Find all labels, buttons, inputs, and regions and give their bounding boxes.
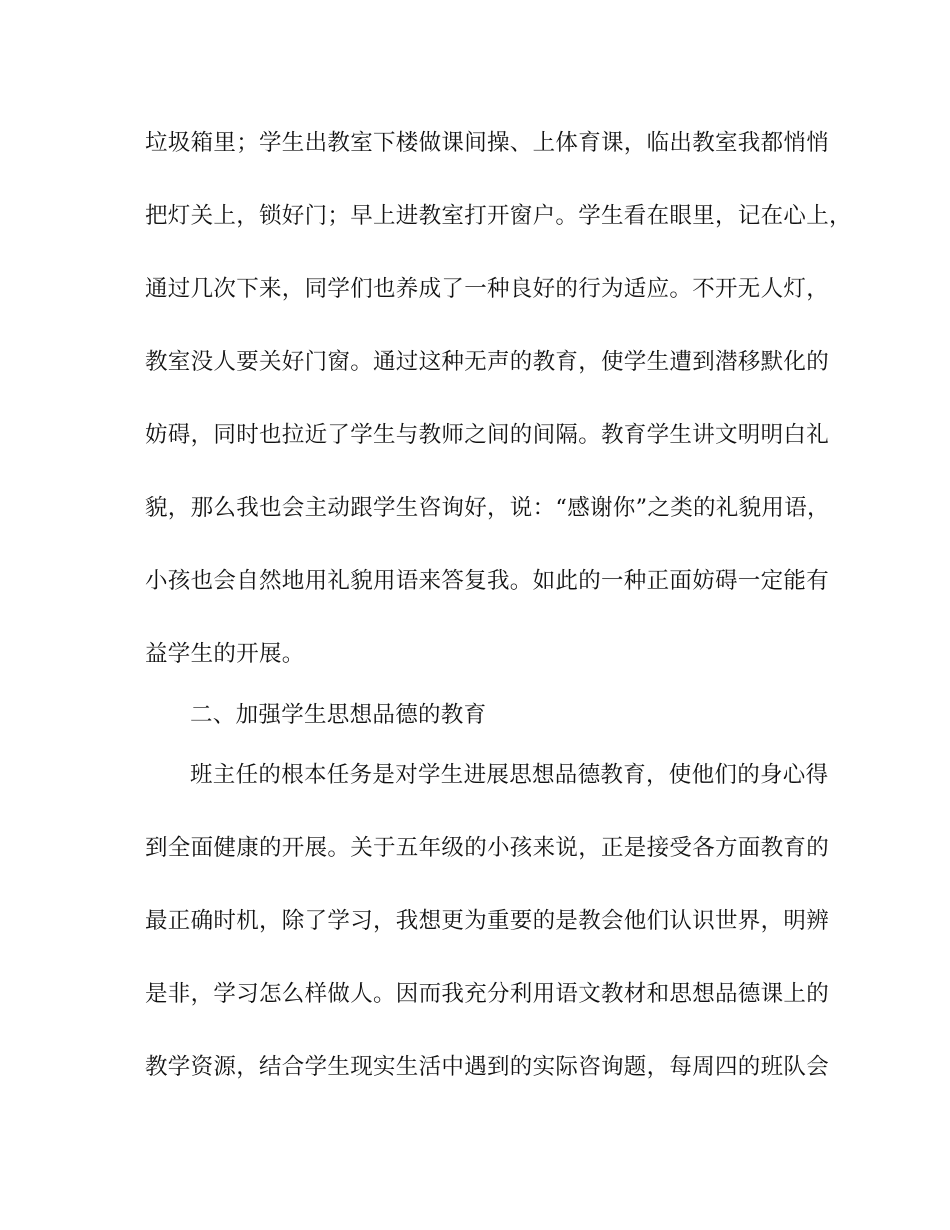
paragraph-line: 小孩也会自然地用礼貌用语来答复我。如此的一种正面妨碍一定能有 — [145, 568, 830, 594]
paragraph-line: 益学生的开展。 — [145, 641, 305, 667]
paragraph-line: 通过几次下来，同学们也养成了一种良好的行为适应。不开无人灯， — [145, 276, 830, 302]
paragraph-line: 最正确时机，除了学习，我想更为重要的是教会他们认识世界，明辨 — [145, 908, 830, 934]
paragraph-line: 貌，那么我也会主动跟学生咨询好，说：“感谢你”之类的礼貌用语， — [145, 495, 830, 521]
paragraph-line: 教室没人要关好门窗。通过这种无声的教育，使学生遭到潜移默化的 — [145, 349, 830, 375]
paragraph-line: 妨碍，同时也拉近了学生与教师之间的间隔。教育学生讲文明明白礼 — [145, 422, 830, 448]
paragraph-line: 教学资源，结合学生现实生活中遇到的实际咨询题，每周四的班队会 — [145, 1054, 830, 1080]
paragraph-line: 到全面健康的开展。关于五年级的小孩来说，正是接受各方面教育的 — [145, 835, 830, 861]
section-heading: 二、加强学生思想品德的教育 — [190, 702, 487, 728]
paragraph-line: 班主任的根本任务是对学生进展思想品德教育，使他们的身心得 — [190, 762, 829, 788]
paragraph-line: 垃圾箱里；学生出教室下楼做课间操、上体育课，临出教室我都悄悄 — [145, 130, 830, 156]
paragraph-line: 是非，学习怎么样做人。因而我充分利用语文教材和思想品德课上的 — [145, 981, 830, 1007]
paragraph-line: 把灯关上，锁好门；早上进教室打开窗户。学生看在眼里，记在心上， — [145, 203, 852, 229]
